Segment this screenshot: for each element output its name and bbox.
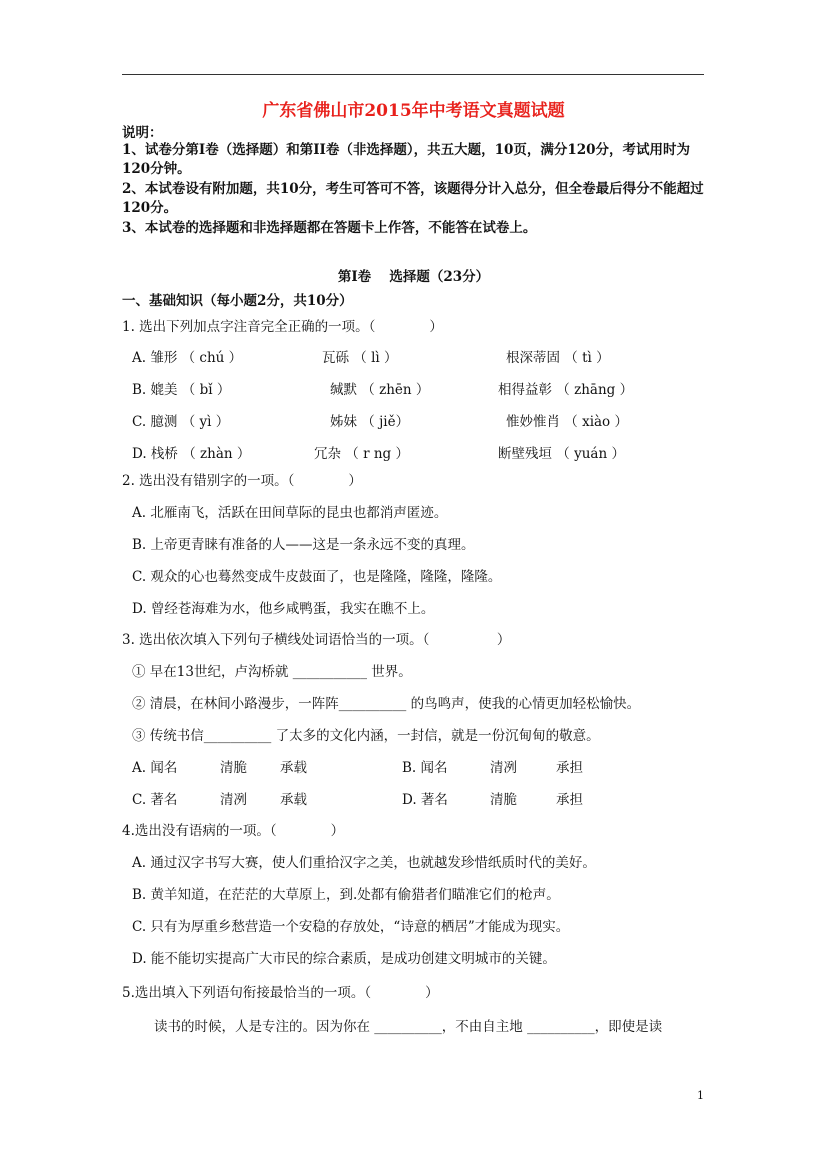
page-number: 1 — [697, 1089, 704, 1102]
q1-option: 瓦砾 （ lì ） — [322, 350, 398, 366]
q1-option: A. 雏形 （ chú ） — [132, 350, 243, 366]
q3-sentence: ① 早在13世纪，卢沟桥就 ___________ 世界。 — [132, 664, 412, 680]
q2-option: C. 观众的心也蓦然变成牛皮鼓面了，也是隆隆，隆隆，隆隆。 — [132, 569, 502, 585]
q3-option: 承担 — [556, 792, 583, 808]
q5-stem: 5.选出填入下列语句衔接最恰当的一项。（ ） — [122, 985, 439, 1001]
q2-option: B. 上帝更青睐有准备的人——这是一条永远不变的真理。 — [132, 537, 475, 553]
q1-option: 冗杂 （ r ng ） — [314, 446, 409, 462]
note-2: 2、本试卷设有附加题，共10分，考生可答可不答，该题得分计入总分，但全卷最后得分不能超过120分。 — [122, 181, 704, 216]
q3-sentence: ③ 传统书信__________ 了太多的文化内涵，一封信，就是一份沉甸甸的敬意。 — [132, 728, 600, 744]
q3-option: 清冽 — [490, 760, 517, 776]
q1-option: C. 臆测 （ yì ） — [132, 414, 230, 430]
q3-stem: 3. 选出依次填入下列句子横线处词语恰当的一项。（ ） — [122, 632, 511, 648]
q1-option: D. 栈桥 （ zhàn ） — [132, 446, 251, 462]
q1-option: 姊妹 （ jiě） — [330, 414, 410, 430]
q1-option: B. 媲美 （ bǐ ） — [132, 382, 231, 398]
q4-option: C. 只有为厚重乡愁营造一个安稳的存放处，“诗意的栖居”才能成为现实。 — [132, 919, 570, 935]
q3-option: C. 著名 — [132, 792, 178, 808]
q3-option: 清脆 — [490, 792, 517, 808]
section-title: 第Ⅰ卷 选择题（23分） — [337, 269, 490, 285]
q5-passage: 读书的时候，人是专注的。因为你在 __________，不由自主地 __________，即使是读 — [154, 1019, 663, 1035]
q2-option: D. 曾经苍海难为水，他乡咸鸭蛋，我实在瞧不上。 — [132, 601, 435, 617]
q3-option: A. 闻名 — [132, 760, 178, 776]
q3-option: 承载 — [280, 792, 307, 808]
q3-option: 承载 — [280, 760, 307, 776]
q1-option: 相得益彰 （ zhāng ） — [498, 382, 634, 398]
q4-option: A. 通过汉字书写大赛，使人们重拾汉字之美，也就越发珍惜纸质时代的美好。 — [132, 855, 596, 871]
q3-option: D. 著名 — [402, 792, 448, 808]
header-rule — [122, 74, 704, 75]
note-3: 3、本试卷的选择题和非选择题都在答题卡上作答，不能答在试卷上。 — [122, 220, 537, 236]
q3-option: 清脆 — [220, 760, 247, 776]
q4-stem: 4.选出没有语病的一项。（ ） — [122, 823, 345, 839]
q1-option: 根深蒂固 （ tì ） — [506, 350, 610, 366]
q1-option: 缄默 （ zhēn ） — [330, 382, 430, 398]
q4-option: B. 黄羊知道，在茫茫的大草原上，到.处都有偷猎者们瞄准它们的枪声。 — [132, 887, 560, 903]
part-heading: 一、基础知识（每小题2分，共10分） — [122, 293, 353, 309]
page-title: 广东省佛山市2015年中考语文真题试题 — [262, 101, 565, 121]
q4-option: D. 能不能切实提高广大市民的综合素质，是成功创建文明城市的关键。 — [132, 951, 556, 967]
q1-stem: 1. 选出下列加点字注音完全正确的一项。（ ） — [122, 319, 443, 335]
q3-sentence: ② 清晨，在林间小路漫步，一阵阵__________ 的鸟鸣声，使我的心情更加轻松愉快。 — [132, 696, 641, 712]
note-1: 1、试卷分第Ⅰ卷（选择题）和第II卷（非选择题），共五大题，10页，满分120分，考试用时为120分钟。 — [122, 142, 691, 177]
q1-option: 惟妙惟肖 （ xiào ） — [506, 414, 628, 430]
q3-option: B. 闻名 — [402, 760, 448, 776]
notes-heading: 说明： — [122, 125, 163, 141]
q2-stem: 2. 选出没有错别字的一项。（ ） — [122, 473, 362, 489]
q1-option: 断壁残垣 （ yuán ） — [498, 446, 625, 462]
q3-option: 承担 — [556, 760, 583, 776]
q2-option: A. 北雁南飞，活跃在田间草际的昆虫也都消声匿迹。 — [132, 505, 448, 521]
q3-option: 清冽 — [220, 792, 247, 808]
